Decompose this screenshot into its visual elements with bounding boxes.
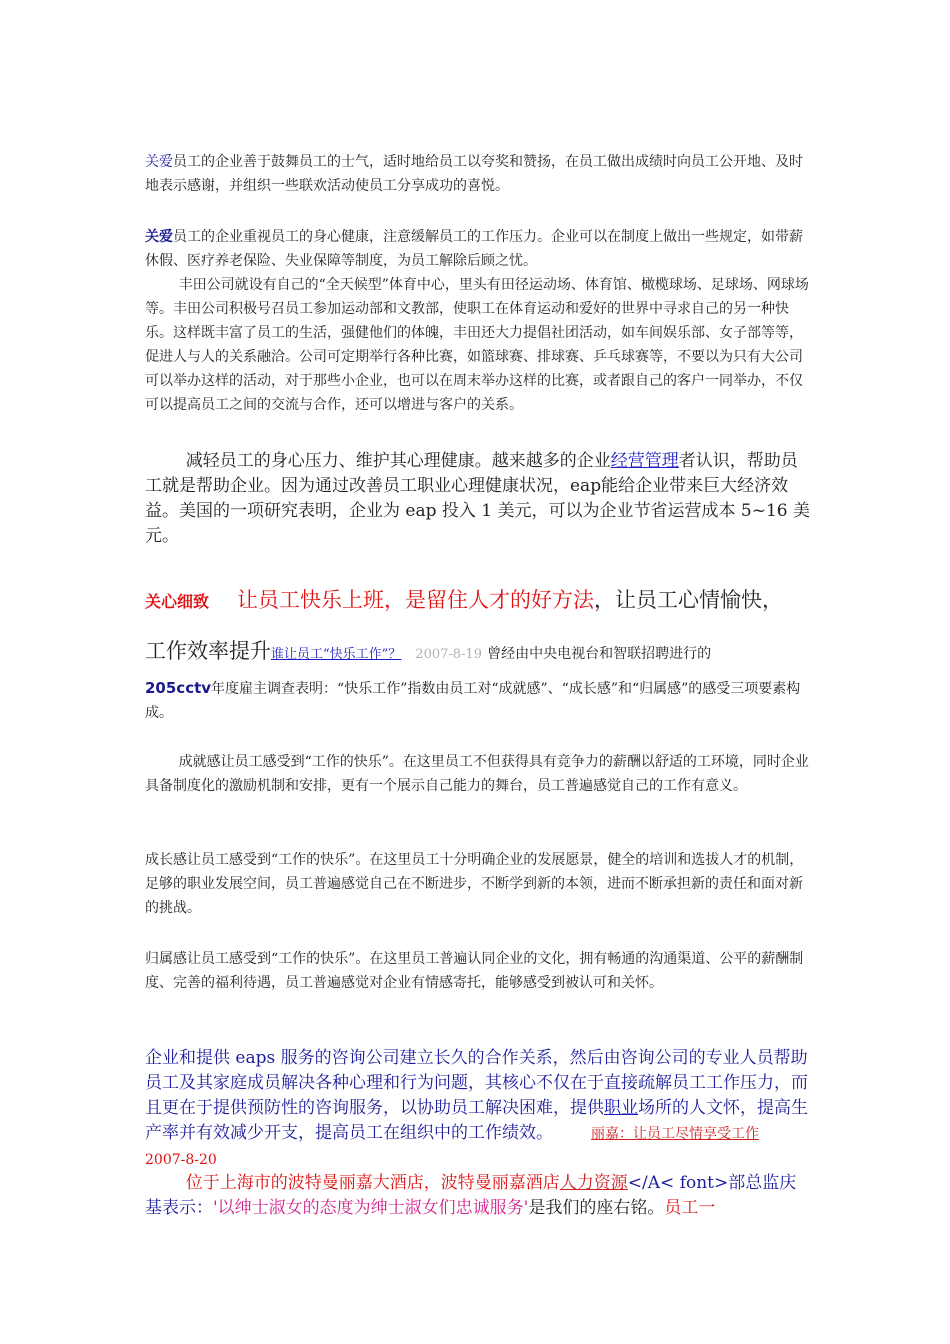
link-business-management[interactable]: 经营管理 xyxy=(610,451,679,471)
link-career[interactable]: 职业 xyxy=(604,1098,638,1118)
paragraph-text: 丰田公司就设有自己的“全天候型”体育中心，里头有田径运动场、体育馆、橄榄球场、足球场、网球场等。丰田公司积极号召员工参加运动部和文教部，使职工在体育运动和爱好的世界中寻求自己的另一种快乐。这样既丰富了员工的生活，强健他们的体魄，丰田还大力提倡社团活动，如车间娱乐部、女子部等等，促进人与人的关系融洽。公司可定期举行各种比赛，如篮球赛、排球赛、乒乓球赛等，不要以为只有大公司可以举办这样的活动，对于那些小企业，也可以在周末举办这样的比赛，或者跟自己的客户一同举办，不仅可以提高员工之间的交流与合作，还可以增进与客户的关系。 xyxy=(145,277,809,413)
paragraph-health xyxy=(145,225,810,273)
headline-red: 让员工快乐上班，是留住人才的好方法 xyxy=(237,588,595,612)
paragraph-text: </A< font>部总监庆基表示： xyxy=(145,1173,797,1218)
label-care-detail: 关心细致 xyxy=(145,592,210,611)
paragraph-text: 减轻员工的身心压力、维护其心理健康。越来越多的企业 xyxy=(185,451,611,471)
link-human-resources[interactable]: 人力资源 xyxy=(559,1173,628,1193)
paragraph-survey xyxy=(145,676,810,725)
paragraph-text: 曾经由中央电视台和智联招聘进行的 xyxy=(487,646,712,662)
link-happy-work[interactable]: 谁让员工“快乐工作”？ xyxy=(271,647,402,662)
paragraph-toyota xyxy=(145,273,810,417)
paragraph-growth xyxy=(145,848,810,920)
paragraph-text: 企业和提供 eaps 服务的咨询公司建立长久的合作关系，然后由咨询公司的专业人员帮助员工及其家庭成员解决各种心理和行为问题，其核心不仅在于直接疏解员工工作压力，而且更在于提供预防性的咨询服务，以协助员工解决困难，提供 xyxy=(145,1048,808,1118)
paragraph-ritz xyxy=(145,1171,810,1221)
paragraph-eaps xyxy=(145,1046,810,1173)
paragraph-text: 员工一 xyxy=(664,1198,716,1218)
paragraph-belonging xyxy=(145,947,810,995)
headline-line2 xyxy=(145,636,810,670)
paragraph-praise xyxy=(145,150,810,198)
heading-care-detail xyxy=(145,585,810,617)
paragraph-text: 年度雇主调查表明：“快乐工作”指数由员工对“成就感”、“成长感”和“归属感”的感受三项要素构成。 xyxy=(145,681,801,721)
paragraph-text: 成就感让员工感受到“工作的快乐”。在这里员工不但获得具有竞争力的薪酬以舒适的工环境，同时企业具备制度化的激励机制和安排，更有一个展示自己能力的舞台，员工普遍感觉自己的工作有意义。 xyxy=(145,754,809,794)
lead-keyword: 关爱 xyxy=(145,154,173,170)
paragraph-text: 员工的企业善于鼓舞员工的士气，适时地给员工以夸奖和赞扬，在员工做出成绩时向员工公开地、及时地表示感谢，并组织一些联欢活动使员工分享成功的喜悦。 xyxy=(145,154,803,194)
headline-efficiency: 工作效率提升 xyxy=(145,639,271,663)
survey-number: 205cctv xyxy=(145,679,212,697)
paragraph-text: 归属感让员工感受到“工作的快乐”。在这里员工普遍认同企业的文化，拥有畅通的沟通渠道、公平的薪酬制度、完善的福利待遇，员工普遍感觉对企业有情感寄托，能够感受到被认可和关怀。 xyxy=(145,951,804,991)
paragraph-text: 成长感让员工感受到“工作的快乐”。在这里员工十分明确企业的发展愿景，健全的培训和选拔人才的机制，足够的职业发展空间，员工普遍感觉自己在不断进步，不断学到新的本领，进而不断承担新的责任和面对新的挑战。 xyxy=(145,852,804,916)
paragraph-text: 员工的企业重视员工的身心健康，注意缓解员工的工作压力。企业可以在制度上做出一些规定，如带薪休假、医疗养老保险、失业保障等制度，为员工解除后顾之忧。 xyxy=(145,229,803,269)
paragraph-text: 是我们的座右铭。 xyxy=(528,1198,665,1218)
motto-text: '以绅士淑女的态度为绅士淑女们忠诚服务' xyxy=(213,1198,529,1218)
paragraph-achievement xyxy=(145,750,810,798)
paragraph-eap xyxy=(145,449,810,549)
paragraph-text: 位于上海市的波特曼丽嘉大酒店，波特曼丽嘉酒店 xyxy=(185,1173,560,1193)
link-ritz-carlton[interactable]: 丽嘉：让员工尽情享受工作 xyxy=(591,1126,759,1142)
paragraph-text: 场所的人文怀，提高生产率并有效减少开支，提高员工在组织中的工作绩效。 xyxy=(145,1098,808,1143)
paragraph-text: 者认识，帮助员工就是帮助企业。因为通过改善员工职业心理健康状况，eap能给企业带来巨大经济效益。美国的一项研究表明，企业为 eap 投入 1 美元，可以为企业节省运营成本 5~16 美元。 xyxy=(145,451,811,546)
headline-text: ，让员工心情愉快， xyxy=(594,588,784,612)
date-stamp: 2007-8-20 xyxy=(145,1152,217,1168)
lead-keyword: 关爱 xyxy=(145,229,173,245)
date-stamp: 2007-8-19 xyxy=(415,647,482,662)
